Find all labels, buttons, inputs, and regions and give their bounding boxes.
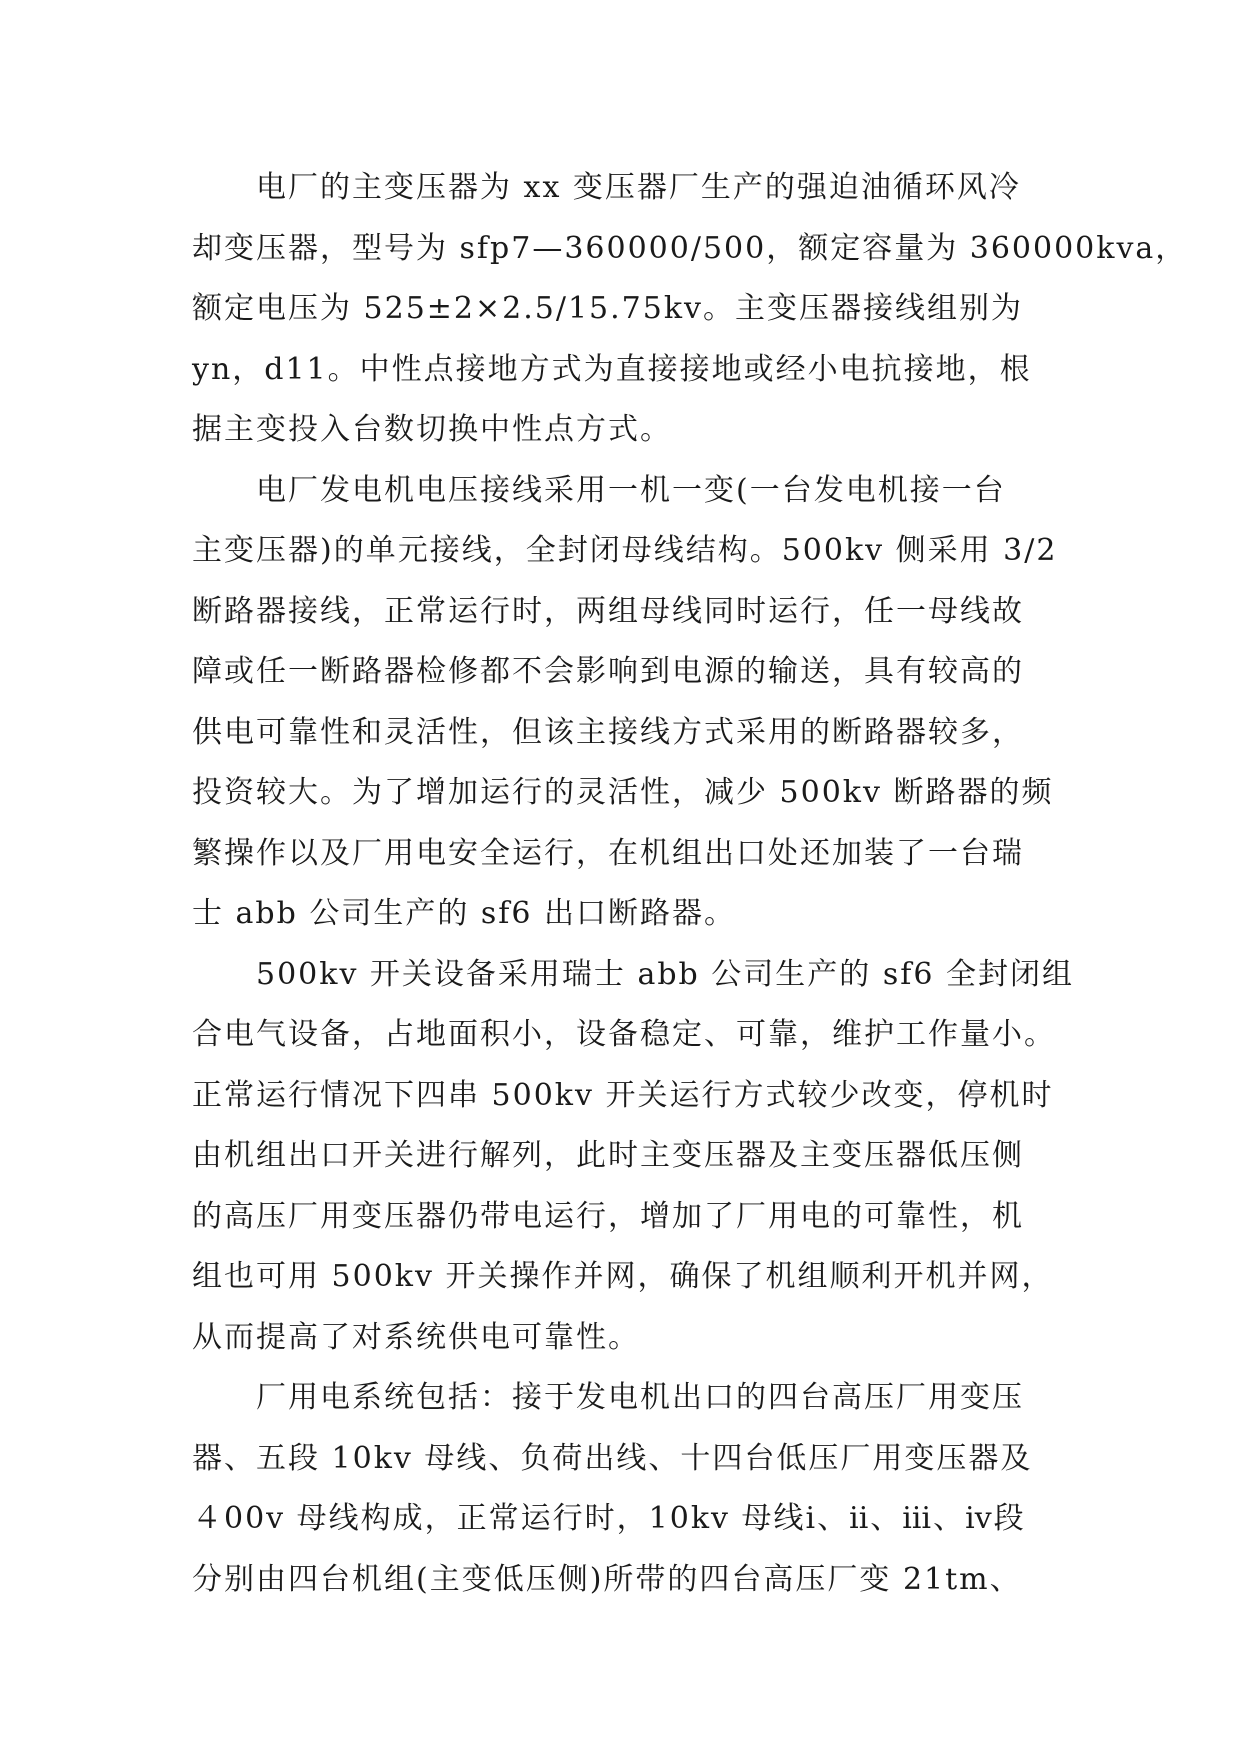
text-line: 分别由四台机组(主变低压侧)所带的四台高压厂变 21tm、 <box>192 1561 1022 1597</box>
text-line: 却变压器，型号为 sfp7—360000/500，额定容量为 360000kva， <box>192 230 1188 266</box>
text-line: yn，d11。中性点接地方式为直接接地或经小电抗接地，根 <box>192 351 1032 387</box>
text-line: 主变压器)的单元接线，全封闭母线结构。500kv 侧采用 3/2 <box>192 533 1058 568</box>
text-line: 供电可靠性和灵活性，但该主接线方式采用的断路器较多， <box>192 714 1024 750</box>
text-line: 断路器接线，正常运行时，两组母线同时运行，任一母线故 <box>192 593 1024 629</box>
text-line: 的高压厂用变压器仍带电运行，增加了厂用电的可靠性，机 <box>192 1198 1024 1234</box>
text-line: 从而提高了对系统供电可靠性。 <box>192 1319 640 1355</box>
text-line: 由机组出口开关进行解列，此时主变压器及主变压器低压侧 <box>192 1138 1024 1173</box>
document-body <box>192 158 1188 1610</box>
text-line: 器、五段 10kv 母线、负荷出线、十四台低压厂用变压器及 <box>192 1440 1033 1476</box>
paragraph-station-service-system <box>192 1368 1092 1610</box>
text-line: ４00v 母线构成，正常运行时，10kv 母线ⅰ、ⅱ、ⅲ、ⅳ段 <box>192 1501 1026 1536</box>
text-line: 电厂的主变压器为 xx 变压器厂生产的强迫油循环风冷 <box>256 170 1021 205</box>
text-line: 500kv 开关设备采用瑞士 abb 公司生产的 sf6 全封闭组 <box>256 956 1074 992</box>
paragraph-generator-wiring <box>192 461 1092 945</box>
text-line: 据主变投入台数切换中性点方式。 <box>192 412 672 447</box>
text-line: 障或任一断路器检修都不会影响到电源的输送，具有较高的 <box>192 654 1024 689</box>
paragraph-main-transformer <box>192 158 1188 461</box>
text-line: 正常运行情况下四串 500kv 开关运行方式较少改变，停机时 <box>192 1077 1054 1113</box>
text-line: 组也可用 500kv 开关操作并网，确保了机组顺利开机并网， <box>192 1259 1054 1294</box>
text-line: 电厂发电机电压接线采用一机一变(一台发电机接一台 <box>256 472 1006 508</box>
text-line: 合电气设备，占地面积小，设备稳定、可靠，维护工作量小。 <box>192 1017 1056 1052</box>
text-line: 繁操作以及厂用电安全运行，在机组出口处还加装了一台瑞 <box>192 835 1024 871</box>
text-line: 厂用电系统包括：接于发电机出口的四台高压厂用变压 <box>256 1380 1024 1415</box>
text-line: 士 abb 公司生产的 sf6 出口断路器。 <box>192 896 737 931</box>
text-line: 额定电压为 525±2×2.5/15.75kv。主变压器接线组别为 <box>192 291 1023 326</box>
text-line: 投资较大。为了增加运行的灵活性，减少 500kv 断路器的频 <box>192 775 1054 810</box>
paragraph-500kv-switchgear <box>192 945 1092 1369</box>
